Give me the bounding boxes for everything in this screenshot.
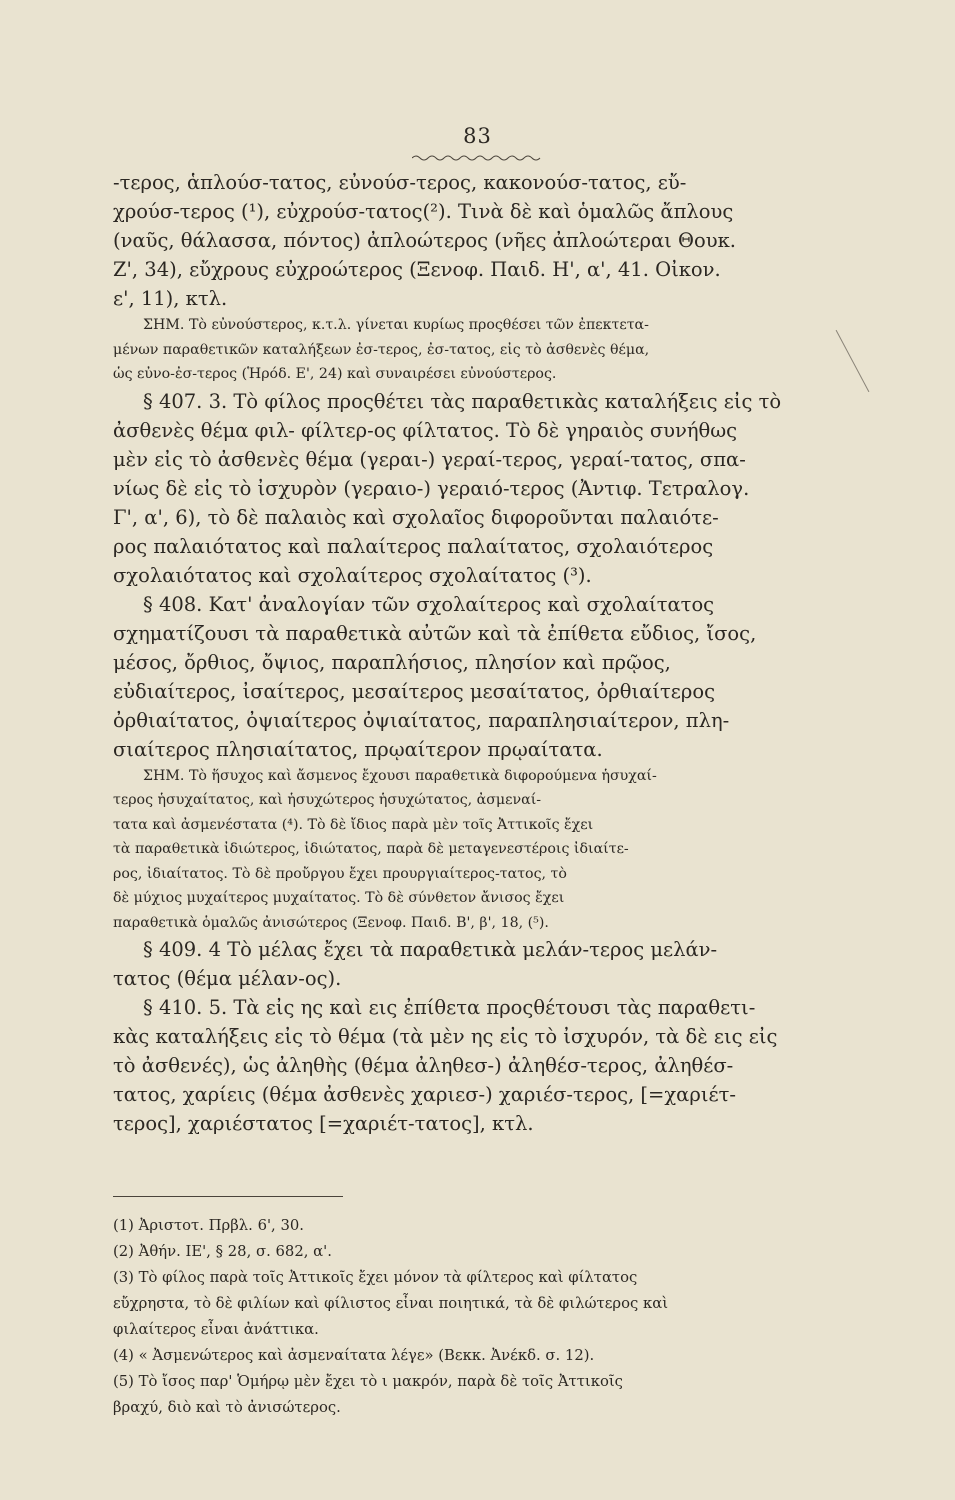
text-line: Ζ', 34), εὔχρους εὐχροώτερος (Ξενοφ. Παιδ. Η', α', 41. Οἰκον. <box>113 258 721 281</box>
main-text <box>113 168 848 1138</box>
text-line: μένων παραθετικῶν καταλήξεων ἐσ-τερος, ἐσ-τατος, εἰς τὸ ἀσθενὲς θέμα, <box>113 341 650 358</box>
text-line: μὲν εἰς τὸ ἀσθενὲς θέμα (γεραι-) γεραί-τερος, γεραί-τατος, σπα- <box>113 447 746 471</box>
footnote-line: (1) Ἀριστοτ. Πρβλ. 6', 30. <box>113 1217 305 1234</box>
text-line: σιαίτερος πλησιαίτατος, πρῳαίτερον πρῳαίτατα. <box>113 737 603 761</box>
text-line: σχηματίζουσι τὰ παραθετικὰ αὐτῶν καὶ τὰ ἐπίθετα εὔδιος, ἴσος, <box>113 621 757 645</box>
text-line: κὰς καταλήξεις εἰς τὸ θέμα (τὰ μὲν ης εἰς τὸ ἰσχυρόν, τὰ δὲ εις εἰς <box>113 1025 778 1048</box>
footnote-line: (4) « Ἀσμενώτερος καὶ ἀσμεναίτατα λέγε» (Βεκκ. Ἀνέκδ. σ. 12). <box>113 1347 595 1364</box>
text-line: ἀσθενὲς θέμα φιλ- φίλτερ-ος φίλτατος. Τὸ δὲ γηραιὸς συνήθως <box>113 418 738 442</box>
page-number: 83 <box>463 124 492 148</box>
footnote-line: (5) Τὸ ἴσος παρ' Ὁμήρῳ μὲν ἔχει τὸ ι μακρόν, παρὰ δὲ τοῖς Ἀττικοῖς <box>113 1373 623 1390</box>
text-line: § 408. Κατ' ἀναλογίαν τῶν σχολαίτερος καὶ σχολαίτατος <box>143 592 715 616</box>
text-line: ρος, ἰδιαίτατος. Τὸ δὲ προὔργου ἔχει προυργιαίτερος-τατος, τὸ <box>113 865 567 882</box>
wavy-ornament <box>412 154 542 162</box>
text-line: νίως δὲ εἰς τὸ ἰσχυρὸν (γεραιο-) γεραιό-τερος (Ἀντιφ. Τετραλογ. <box>113 476 750 500</box>
text-line: μέσος, ὄρθιος, ὄψιος, παραπλήσιος, πλησίον καὶ πρῷος, <box>113 650 671 674</box>
footnote-line: (3) Τὸ φίλος παρὰ τοῖς Ἀττικοῖς ἔχει μόνον τὰ φίλτερος καὶ φίλτατος <box>113 1269 638 1286</box>
text-line: § 407. 3. Τὸ φίλος προςθέτει τὰς παραθετικὰς καταλήξεις εἰς τὸ <box>143 389 782 413</box>
text-line: ρος παλαιότατος καὶ παλαίτερος παλαίτατος, σχολαιότερος <box>113 534 714 558</box>
text-line: τατα καὶ ἀσμενέστατα (⁴). Τὸ δὲ ἴδιος παρὰ μὲν τοῖς Ἀττικοῖς ἔχει <box>113 816 594 833</box>
text-line: ΣΗΜ. Τὸ ἥσυχος καὶ ἄσμενος ἔχουσι παραθετικὰ διφορούμενα ἡσυχαί- <box>143 767 657 784</box>
text-line: -τερος, ἁπλούσ-τατος, εὐνούσ-τερος, κακονούσ-τατος, εὔ- <box>113 171 687 194</box>
footnote-line: εὔχρηστα, τὸ δὲ φιλίων καὶ φίλιστος εἶναι ποιητικά, τὰ δὲ φιλώτερος καὶ <box>113 1295 669 1312</box>
text-line: τερος], χαριέστατος [=χαριέτ-τατος], κτλ. <box>113 1112 534 1135</box>
text-line: τατος, χαρίεις (θέμα ἀσθενὲς χαριεσ-) χαριέσ-τερος, [=χαριέτ- <box>113 1083 736 1106</box>
text-line: σχολαιότατος καὶ σχολαίτερος σχολαίτατος (³). <box>113 563 592 587</box>
footnote-line: (2) Ἀθήν. ΙΕ', § 28, σ. 682, α'. <box>113 1243 332 1260</box>
footnote-rule <box>113 1196 343 1197</box>
text-line: τατος (θέμα μέλαν-ος). <box>113 967 342 990</box>
text-line: τερος ἡσυχαίτατος, καὶ ἡσυχώτερος ἡσυχώτατος, ἀσμεναί- <box>113 792 542 808</box>
text-line: τὰ παραθετικὰ ἰδιώτερος, ἰδιώτατος, παρὰ δὲ μεταγενεστέροις ἰδιαίτε- <box>113 841 629 857</box>
text-line: § 409. 4 Τὸ μέλας ἔχει τὰ παραθετικὰ μελάν-τερος μελάν- <box>143 938 718 961</box>
footnote-line: βραχύ, διὸ καὶ τὸ ἀνισώτερος. <box>113 1399 341 1416</box>
footnotes <box>113 1213 848 1421</box>
text-line: ὡς εὐνο-ἐσ-τερος (Ἡρόδ. Ε', 24) καὶ συναιρέσει εὐνούστερος. <box>113 366 557 382</box>
text-line: (ναῦς, θάλασσα, πόντος) ἀπλοώτερος (νῆες ἀπλοώτεραι Θουκ. <box>113 229 736 252</box>
text-line: παραθετικὰ ὁμαλῶς ἀνισώτερος (Ξενοφ. Παιδ. Β', β', 18, (⁵). <box>113 914 549 931</box>
text-line: δὲ μύχιος μυχαίτερος μυχαίτατος. Τὸ δὲ σύνθετον ἄνισος ἔχει <box>113 890 565 906</box>
text-line: § 410. 5. Τὰ εἰς ης καὶ εις ἐπίθετα προςθέτουσι τὰς παραθετι- <box>143 996 756 1019</box>
text-line: τὸ ἀσθενές), ὡς ἀληθὴς (θέμα ἀληθεσ-) ἀληθέσ-τερος, ἀληθέσ- <box>113 1054 734 1077</box>
text-line: χρούσ-τερος (¹), εὐχρούσ-τατος(²). Τινὰ δὲ καὶ ὁμαλῶς ἄπλους <box>113 200 734 223</box>
text-line: ε', 11), κτλ. <box>113 287 228 310</box>
text-line: ὀρθιαίτατος, ὀψιαίτερος ὀψιαίτατος, παραπλησιαίτερον, πλη- <box>113 708 730 732</box>
footnote-line: φιλαίτερος εἶναι ἀνάττικα. <box>113 1321 319 1338</box>
text-line: Γ', α', 6), τὸ δὲ παλαιὸς καὶ σχολαῖος διφοροῦνται παλαιότε- <box>113 505 719 529</box>
text-line: ΣΗΜ. Τὸ εὐνούστερος, κ.τ.λ. γίνεται κυρίως προςθέσει τῶν ἐπεκτετα- <box>143 317 649 333</box>
text-line: εὐδιαίτερος, ἰσαίτερος, μεσαίτερος μεσαίτατος, ὀρθιαίτερος <box>113 679 715 703</box>
